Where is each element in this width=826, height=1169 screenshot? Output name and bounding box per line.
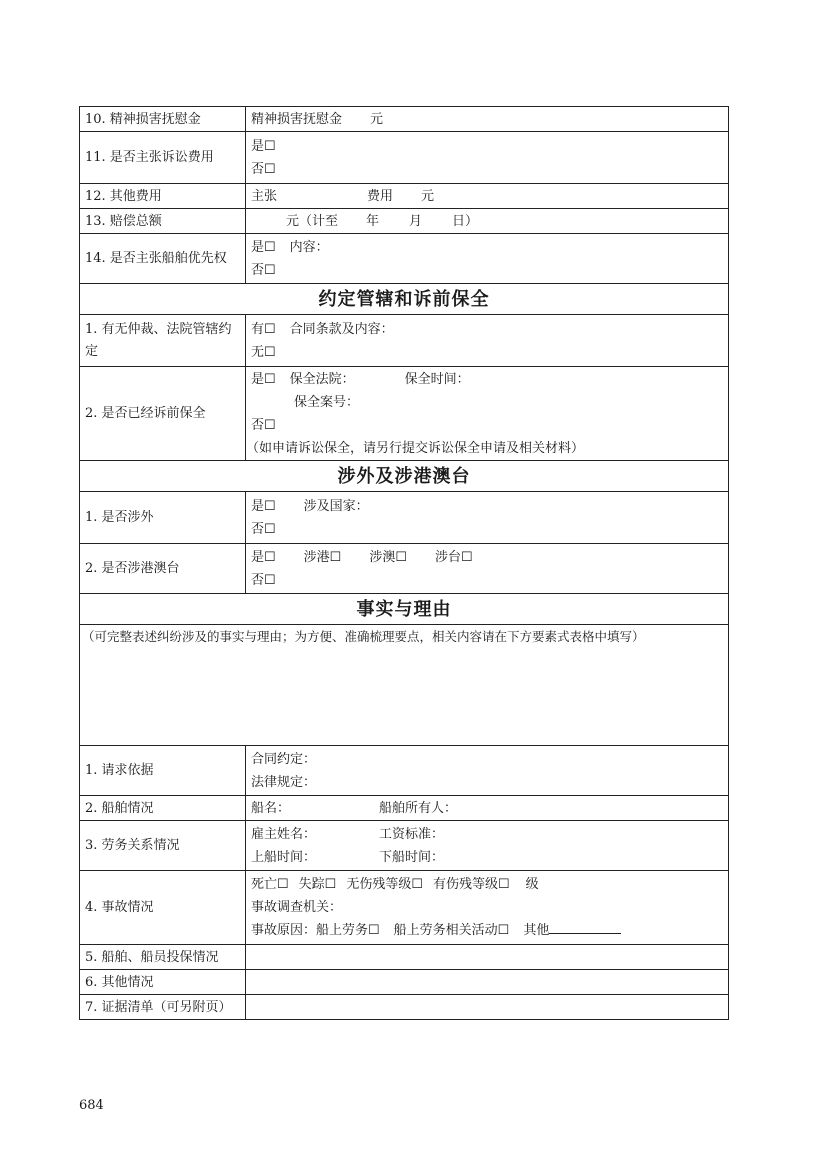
section-title: 事实与理由 [80, 594, 729, 625]
row-claim-basis [80, 746, 729, 796]
other-fees-field[interactable]: 主张 费用 元 [246, 184, 729, 209]
row-label: 2. 船舶情况 [80, 796, 246, 821]
yes-checkbox[interactable]: 是☐ [251, 498, 276, 514]
row-total [80, 209, 729, 234]
row-ship [80, 796, 729, 821]
yes-checkbox[interactable]: 是☐ [251, 371, 276, 387]
section-facts [80, 594, 729, 625]
death-checkbox[interactable]: 死亡☐ [251, 877, 289, 892]
no-checkbox[interactable]: 无☐ [251, 344, 276, 360]
missing-checkbox[interactable]: 失踪☐ [298, 877, 337, 892]
ship-field[interactable]: 船名： 船舶所有人： [246, 796, 729, 821]
row-label: 14. 是否主张船舶优先权 [80, 234, 246, 284]
row-label: 6. 其他情况 [80, 970, 246, 995]
claim-basis-field[interactable]: 合同约定： 法律规定： [246, 746, 729, 796]
evidence-field[interactable] [246, 995, 729, 1020]
maritime-lien-field[interactable]: 是☐ 内容： 否☐ [246, 234, 729, 284]
row-preservation [80, 367, 729, 461]
row-other [80, 970, 729, 995]
row-label: 1. 是否涉外 [80, 492, 246, 544]
row-label: 12. 其他费用 [80, 184, 246, 209]
section-title: 约定管辖和诉前保全 [80, 284, 729, 315]
facts-intro: （可完整表述纠纷涉及的事实与理由；为方便、准确梳理要点，相关内容请在下方要素式表格中填写） [82, 629, 645, 644]
section-jurisdiction [80, 284, 729, 315]
row-maritime-lien [80, 234, 729, 284]
no-checkbox[interactable]: 否☐ [251, 521, 276, 537]
row-arbitration [80, 315, 729, 367]
row-mental-damage [80, 107, 729, 132]
preservation-field[interactable]: 是☐ 保全法院： 保全时间： 保全案号： 否☐ （如申请诉讼保全，请另行提交诉讼保全申请及相关材料） [246, 367, 729, 461]
row-label: 3. 劳务关系情况 [80, 821, 246, 871]
onboard-checkbox[interactable]: 船上劳务☐ [316, 923, 380, 938]
claim-form-table [79, 106, 729, 1020]
row-litigation-fee [80, 132, 729, 184]
accident-field[interactable]: 死亡☐ 失踪☐ 无伤残等级☐ 有伤残等级☐ 级 事故调查机关： 事故原因：船上劳务☐ 船上劳务相关活动☐ 其他 [246, 871, 729, 945]
no-checkbox[interactable]: 否☐ [251, 161, 276, 177]
row-label: 4. 事故情况 [80, 871, 246, 945]
no-checkbox[interactable]: 否☐ [251, 417, 276, 433]
row-evidence [80, 995, 729, 1020]
section-foreign [80, 461, 729, 492]
row-label: 2. 是否已经诉前保全 [80, 367, 246, 461]
litigation-fee-field[interactable] [246, 132, 729, 184]
preservation-note: （如申请诉讼保全，请另行提交诉讼保全申请及相关材料） [246, 440, 585, 456]
row-foreign [80, 492, 729, 544]
row-labor [80, 821, 729, 871]
no-checkbox[interactable]: 否☐ [251, 262, 276, 278]
total-field[interactable]: 元（计至 年 月 日） [246, 209, 729, 234]
row-label: 1. 请求依据 [80, 746, 246, 796]
yes-checkbox[interactable]: 有☐ [251, 321, 276, 337]
yes-checkbox[interactable]: 是☐ [251, 549, 276, 565]
row-label: 10. 精神损害抚慰金 [80, 107, 246, 132]
row-label: 1. 有无仲裁、法院管辖约定 [80, 315, 246, 367]
insurance-field[interactable] [246, 945, 729, 970]
disability-checkbox[interactable]: 有伤残等级☐ [432, 877, 510, 892]
yes-checkbox[interactable]: 是☐ [251, 138, 276, 154]
no-checkbox[interactable]: 否☐ [251, 572, 276, 588]
row-hk-macao-taiwan [80, 544, 729, 594]
row-label: 7. 证据清单（可另附页） [80, 995, 246, 1020]
row-label: 13. 赔偿总额 [80, 209, 246, 234]
other-field[interactable] [246, 970, 729, 995]
other-blank[interactable] [549, 920, 621, 934]
related-checkbox[interactable]: 船上劳务相关活动☐ [393, 923, 510, 938]
row-accident [80, 871, 729, 945]
yes-checkbox[interactable]: 是☐ [251, 239, 276, 255]
row-insurance [80, 945, 729, 970]
section-title: 涉外及涉港澳台 [80, 461, 729, 492]
row-label: 2. 是否涉港澳台 [80, 544, 246, 594]
row-other-fees [80, 184, 729, 209]
row-label: 5. 船舶、船员投保情况 [80, 945, 246, 970]
hk-macao-taiwan-field[interactable] [246, 544, 729, 594]
row-label: 11. 是否主张诉讼费用 [80, 132, 246, 184]
arbitration-field[interactable]: 有☐ 合同条款及内容： 无☐ [246, 315, 729, 367]
page-number: 684 [79, 1098, 104, 1113]
macao-checkbox[interactable]: 涉澳☐ [369, 549, 407, 565]
no-disability-checkbox[interactable]: 无伤残等级☐ [346, 877, 423, 892]
facts-text-area[interactable] [80, 625, 729, 746]
hk-checkbox[interactable]: 涉港☐ [303, 549, 342, 565]
row-facts-intro [80, 625, 729, 746]
labor-field[interactable]: 雇主姓名： 工资标准： 上船时间： 下船时间： [246, 821, 729, 871]
foreign-field[interactable]: 是☐ 涉及国家： 否☐ [246, 492, 729, 544]
taiwan-checkbox[interactable]: 涉台☐ [434, 549, 473, 565]
mental-damage-field[interactable]: 精神损害抚慰金 元 [246, 107, 729, 132]
